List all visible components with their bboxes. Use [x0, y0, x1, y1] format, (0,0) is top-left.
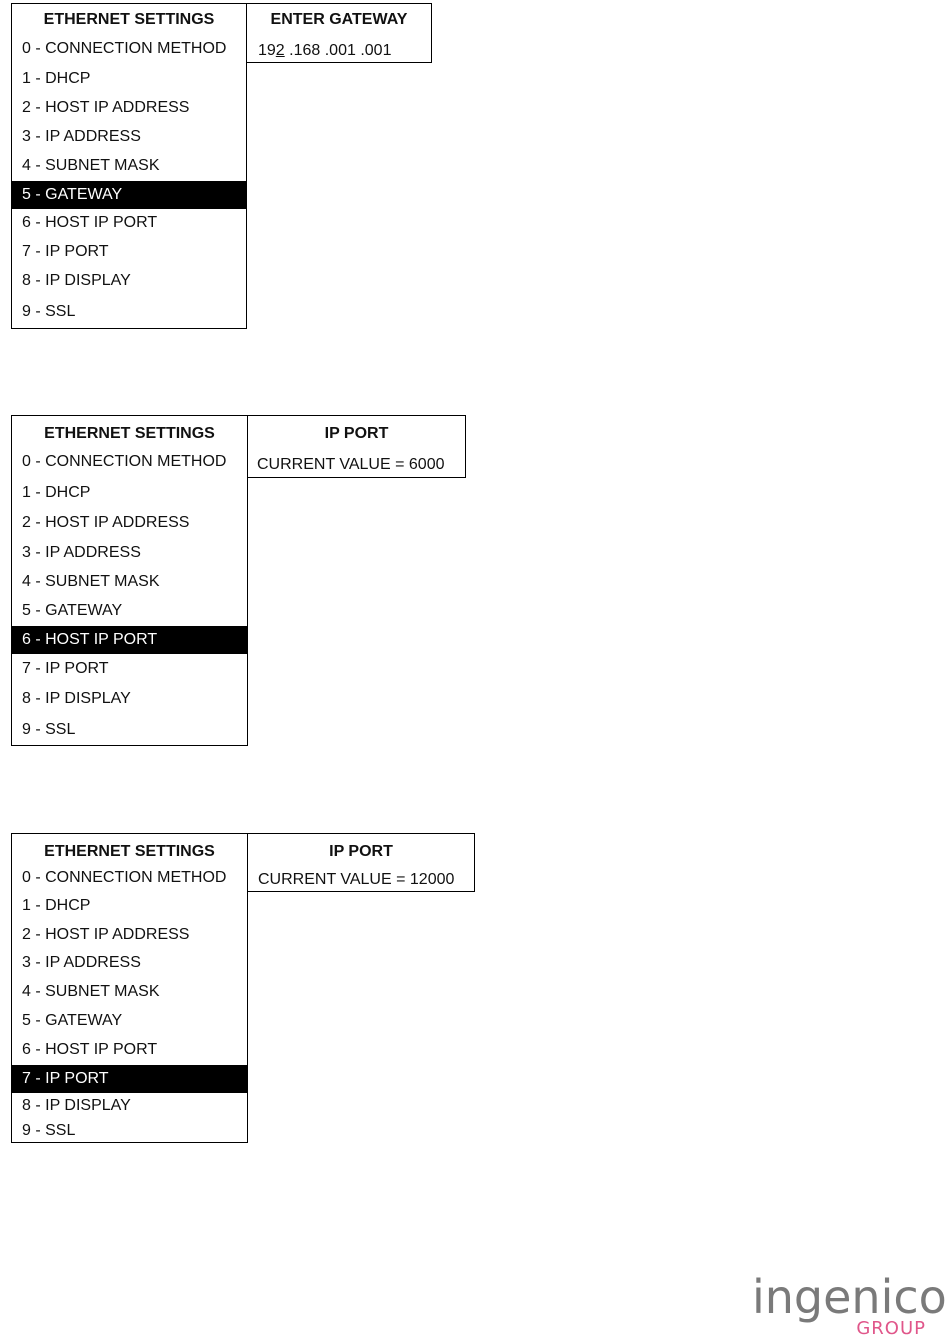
- menu-item-ssl[interactable]: 9 - SSL: [22, 303, 76, 320]
- menu-item-dhcp[interactable]: 1 - DHCP: [22, 484, 91, 501]
- ip-port-panel-1: [247, 415, 466, 478]
- menu-item-subnet-mask[interactable]: 4 - SUBNET MASK: [22, 157, 160, 174]
- menu-title: ETHERNET SETTINGS: [44, 425, 215, 442]
- menu-item-ip-port[interactable]: 7 - IP PORT: [22, 660, 109, 677]
- menu-item-subnet-mask[interactable]: 4 - SUBNET MASK: [22, 573, 160, 590]
- menu-item-gateway[interactable]: 5 - GATEWAY: [22, 602, 123, 619]
- enter-gateway-panel: [246, 3, 432, 63]
- logo-wordmark: ingenico: [752, 1270, 947, 1324]
- panel-title: ENTER GATEWAY: [270, 11, 408, 28]
- menu-title: ETHERNET SETTINGS: [43, 11, 215, 28]
- menu-item-ip-display[interactable]: 8 - IP DISPLAY: [22, 272, 131, 289]
- menu-item-ssl[interactable]: 9 - SSL: [22, 1122, 76, 1139]
- logo-group: GROUP: [856, 1318, 926, 1339]
- menu-item-subnet-mask[interactable]: 4 - SUBNET MASK: [22, 983, 160, 1000]
- menu-item-host-ip-address[interactable]: 2 - HOST IP ADDRESS: [22, 99, 190, 116]
- ip-port-panel-2: [247, 833, 475, 892]
- menu-item-connection-method[interactable]: 0 - CONNECTION METHOD: [22, 40, 227, 57]
- menu-item-ip-address[interactable]: 3 - IP ADDRESS: [22, 128, 141, 145]
- ingenico-logo: [752, 1270, 947, 1339]
- menu-item-ip-display[interactable]: 8 - IP DISPLAY: [22, 1097, 131, 1114]
- ethernet-settings-menu-3: [11, 833, 248, 1143]
- menu-item-host-ip-address[interactable]: 2 - HOST IP ADDRESS: [22, 926, 190, 943]
- menu-item-ip-address[interactable]: 3 - IP ADDRESS: [22, 954, 141, 971]
- menu-item-ssl[interactable]: 9 - SSL: [22, 721, 76, 738]
- menu-item-connection-method[interactable]: 0 - CONNECTION METHOD: [22, 453, 227, 470]
- gateway-input[interactable]: [258, 42, 391, 60]
- menu-title: ETHERNET SETTINGS: [44, 843, 215, 860]
- menu-item-gateway[interactable]: 5 - GATEWAY: [12, 181, 246, 209]
- menu-item-dhcp[interactable]: 1 - DHCP: [22, 70, 91, 87]
- current-value: CURRENT VALUE = 12000: [258, 871, 455, 888]
- panel-title: IP PORT: [329, 843, 393, 860]
- menu-item-host-ip-port[interactable]: 6 - HOST IP PORT: [22, 214, 158, 231]
- gateway-cursor-digit: 2: [275, 42, 285, 59]
- current-value: CURRENT VALUE = 6000: [257, 456, 445, 473]
- menu-item-host-ip-address[interactable]: 2 - HOST IP ADDRESS: [22, 514, 190, 531]
- menu-item-ip-address[interactable]: 3 - IP ADDRESS: [22, 544, 141, 561]
- menu-item-host-ip-port[interactable]: 6 - HOST IP PORT: [22, 1041, 158, 1058]
- menu-item-dhcp[interactable]: 1 - DHCP: [22, 897, 91, 914]
- menu-item-ip-port[interactable]: 7 - IP PORT: [12, 1065, 247, 1093]
- ethernet-settings-menu-1: [11, 3, 247, 329]
- gateway-value-prefix: 19: [258, 42, 276, 59]
- menu-item-ip-port[interactable]: 7 - IP PORT: [22, 243, 109, 260]
- gateway-value-suffix: .168 .001 .001: [284, 42, 392, 59]
- menu-item-host-ip-port[interactable]: 6 - HOST IP PORT: [12, 626, 247, 654]
- menu-item-ip-display[interactable]: 8 - IP DISPLAY: [22, 690, 131, 707]
- ethernet-settings-menu-2: [11, 415, 248, 746]
- panel-title: IP PORT: [324, 425, 389, 442]
- menu-item-gateway[interactable]: 5 - GATEWAY: [22, 1012, 123, 1029]
- menu-item-connection-method[interactable]: 0 - CONNECTION METHOD: [22, 869, 227, 886]
